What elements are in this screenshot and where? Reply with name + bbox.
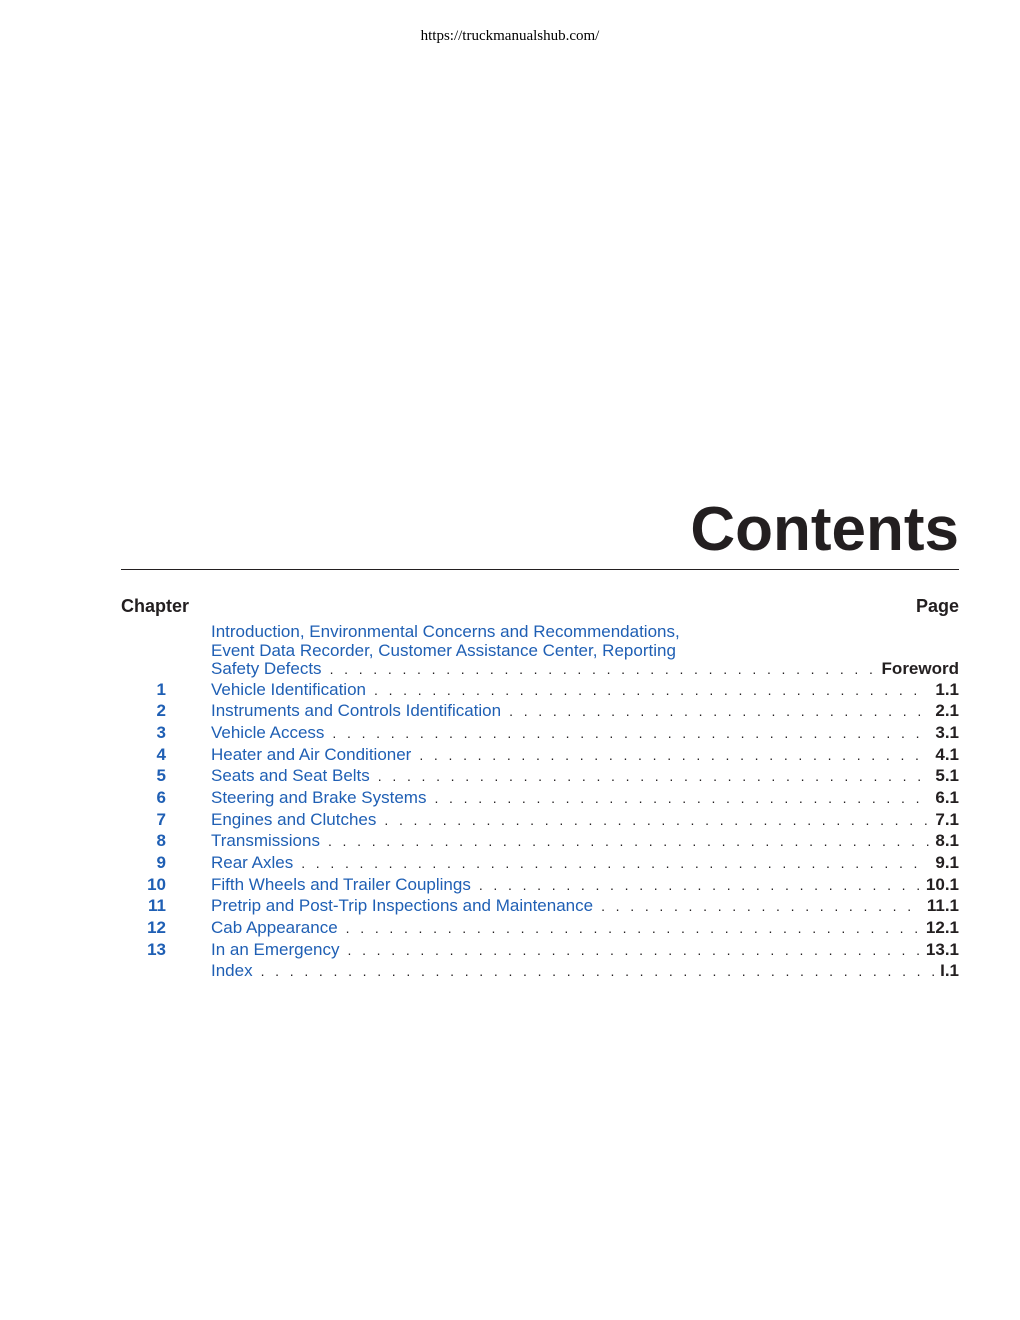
toc-entry-title[interactable]: Rear Axles: [211, 853, 294, 872]
dot-leader: [378, 766, 930, 788]
toc-entry-page: 4.1: [935, 744, 959, 764]
toc-entry-page: 10.1: [925, 874, 959, 894]
dot-leader: [261, 961, 935, 983]
dot-leader: [479, 875, 920, 897]
dot-leader: [419, 745, 929, 767]
toc-row-index[interactable]: [121, 960, 959, 982]
toc-row[interactable]: [121, 765, 959, 787]
toc-entry-title[interactable]: Engines and Clutches: [211, 809, 377, 829]
toc-entry-title[interactable]: Fifth Wheels and Trailer Couplings: [211, 874, 471, 894]
dot-leader: [384, 810, 929, 832]
toc-entries: [121, 679, 959, 961]
toc-row[interactable]: [121, 679, 959, 701]
toc-entry-title[interactable]: Pretrip and Post-Trip Inspections and Maintenance: [211, 896, 594, 916]
toc-entry-title[interactable]: Heater and Air Conditioner: [211, 744, 412, 764]
toc-entry-page: 13.1: [925, 939, 959, 959]
toc-entry-page: 2.1: [935, 701, 959, 721]
dot-leader: [601, 896, 921, 918]
toc-entry-title[interactable]: Seats and Seat Belts: [211, 766, 370, 786]
dot-leader: [509, 701, 929, 723]
toc-entry-page: 6.1: [935, 787, 959, 807]
dot-leader: [374, 680, 929, 702]
toc-entry-page: 9.1: [935, 853, 959, 872]
dot-leader: [301, 853, 929, 875]
toc-chapter-number: 1: [156, 679, 166, 699]
toc-chapter-number: 4: [156, 744, 166, 764]
header-url[interactable]: https://truckmanualshub.com/: [420, 28, 600, 44]
toc-chapter-number: 10: [147, 874, 166, 894]
toc-intro-line-2[interactable]: Event Data Recorder, Customer Assistance Center, Reporting: [211, 640, 676, 660]
toc-entry-page: I.1: [940, 961, 959, 981]
toc-entry-page: 8.1: [935, 831, 959, 851]
toc-entry-title[interactable]: Instruments and Controls Identification: [211, 701, 502, 721]
toc-row[interactable]: [121, 722, 959, 744]
toc-intro-line-1[interactable]: Introduction, Environmental Concerns and Recommendations,: [211, 622, 680, 641]
toc-chapter-number: 3: [156, 722, 166, 742]
toc-chapter-number: 13: [147, 939, 166, 959]
toc-entry-title[interactable]: In an Emergency: [211, 939, 340, 959]
dot-leader: [348, 940, 920, 962]
toc-entry-title[interactable]: Vehicle Access: [211, 722, 325, 742]
toc-chapter-number: 5: [156, 766, 166, 786]
dot-leader: [330, 660, 876, 679]
toc-chapter-number: 12: [147, 918, 166, 938]
toc-entry-title[interactable]: Cab Appearance: [211, 918, 338, 938]
title-divider: [121, 569, 959, 570]
chapter-column-header: Chapter: [121, 596, 190, 616]
dot-leader: [332, 723, 929, 745]
toc-row[interactable]: [121, 744, 959, 766]
toc-chapter-number: 9: [156, 853, 166, 872]
toc-row[interactable]: [121, 809, 959, 831]
toc-row[interactable]: [121, 830, 959, 852]
toc-entry-title[interactable]: Transmissions: [211, 831, 320, 851]
toc-row[interactable]: [121, 700, 959, 722]
toc-entry-page: 5.1: [935, 766, 959, 786]
page-column-header: Page: [915, 596, 959, 616]
toc-row[interactable]: [121, 874, 959, 896]
toc-entry-page: 7.1: [935, 809, 959, 829]
page-title: Contents: [690, 495, 959, 564]
toc-row[interactable]: [121, 917, 959, 939]
toc-chapter-number: 11: [148, 896, 166, 916]
toc-row-intro[interactable]: [121, 660, 959, 679]
dot-leader: [328, 831, 929, 853]
toc-entry-page: 11.1: [926, 896, 959, 916]
toc-entry-title[interactable]: Steering and Brake Systems: [211, 787, 427, 807]
toc-entry-title[interactable]: Vehicle Identification: [211, 679, 366, 699]
dot-leader: [434, 788, 929, 810]
toc-entry-page: 1.1: [935, 679, 959, 699]
toc-row[interactable]: [121, 852, 959, 874]
toc-chapter-number: 7: [156, 809, 166, 829]
table-of-contents: [121, 623, 959, 982]
toc-entry-page: Foreword: [881, 659, 959, 678]
toc-chapter-number: 2: [156, 701, 166, 721]
dot-leader: [346, 918, 920, 940]
toc-entry-page: 3.1: [935, 722, 959, 742]
toc-row[interactable]: [121, 939, 959, 961]
toc-entry-page: 12.1: [925, 918, 959, 938]
toc-row[interactable]: [121, 895, 959, 917]
toc-entry-title[interactable]: Index: [211, 961, 253, 981]
toc-entry-title[interactable]: Safety Defects: [211, 659, 322, 678]
toc-row[interactable]: [121, 787, 959, 809]
toc-chapter-number: 6: [156, 787, 166, 807]
toc-chapter-number: 8: [156, 831, 166, 851]
